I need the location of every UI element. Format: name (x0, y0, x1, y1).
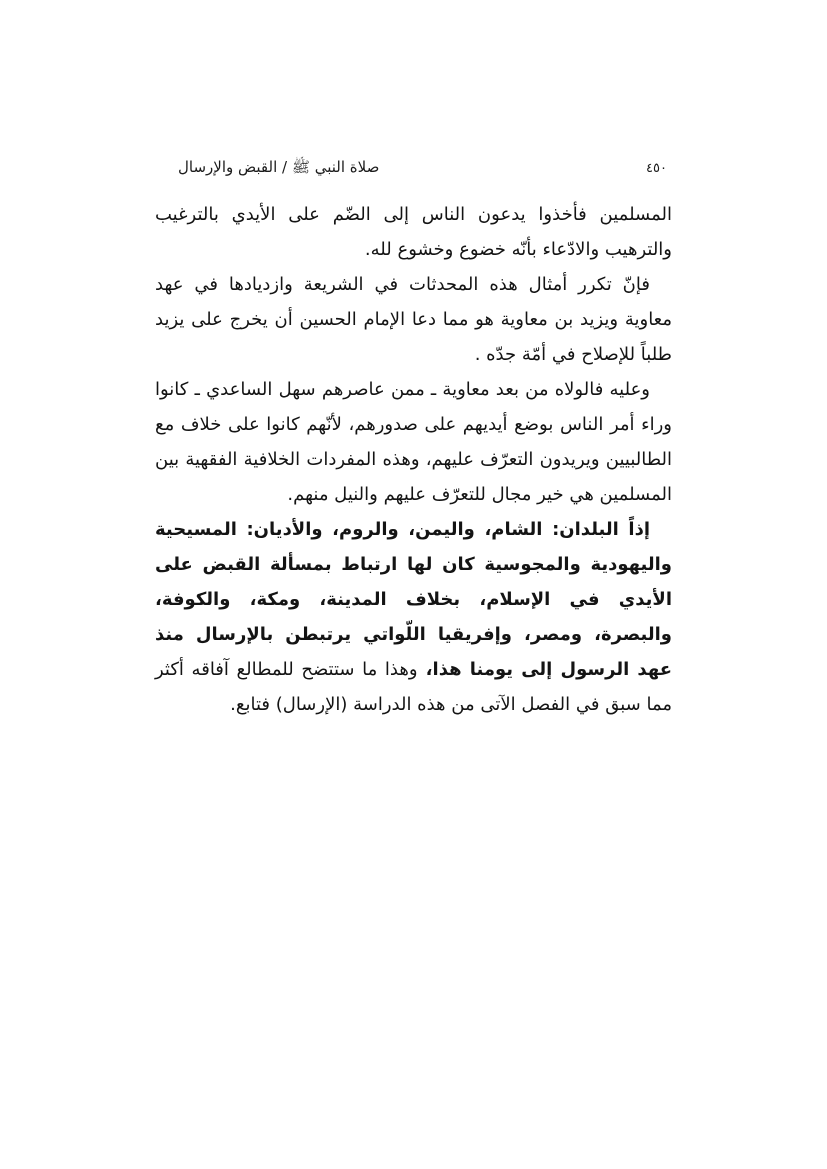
page-number: ٤٥٠ (646, 161, 667, 176)
paragraph-4 (155, 512, 672, 722)
paragraph-1: المسلمين فأخذوا يدعون الناس إلى الضّم على الأيدي بالترغيب والترهيب والادّعاء بأنّه خضوع وخشوع لله. (155, 204, 672, 260)
paragraph-4-regular-segment: وهذا ما ستتضح للمطالع آفاقه أكثر مما سبق في الفصل الآتى من هذه الدراسة (الإرسال) فتابع. (155, 659, 672, 715)
body-text (155, 197, 672, 722)
paragraph-4-bold-segment: إذاً البلدان: الشام، واليمن، والروم، والأديان: المسيحية واليهودية والمجوسية كان لها ارتباط بمسألة القبض على الأيدي في الإسلام، بخلاف المدينة، ومكة، والكوفة، والبصرة، ومصر، وإفريقيا اللّواتي يرتبطن بالإرسال منذ عهد الرسول إلى يومنا هذا، (155, 519, 672, 680)
paragraph-3: وعليه فالولاه من بعد معاوية ـ ممن عاصرهم سهل الساعدي ـ كانوا وراء أمر الناس بوضع أيديهم على صدورهم، لأنّهم كانوا على خلاف مع الطالبيين ويريدون التعرّف عليهم، وهذه المفردات الخلافية الفقهية بين المسلمين هي خير مجال للتعرّف عليهم والنيل منهم. (155, 379, 672, 505)
running-title: صلاة النبي ﷺ / القبض والإرسال (178, 158, 380, 176)
paragraph-2: فإنّ تكرر أمثال هذه المحدثات في الشريعة وازديادها في عهد معاوية ويزيد بن معاوية هو مما دعا الإمام الحسين أن يخرج على يزيد طلباً للإصلاح في أمّة جدّه . (155, 274, 672, 365)
page-header (178, 158, 667, 180)
